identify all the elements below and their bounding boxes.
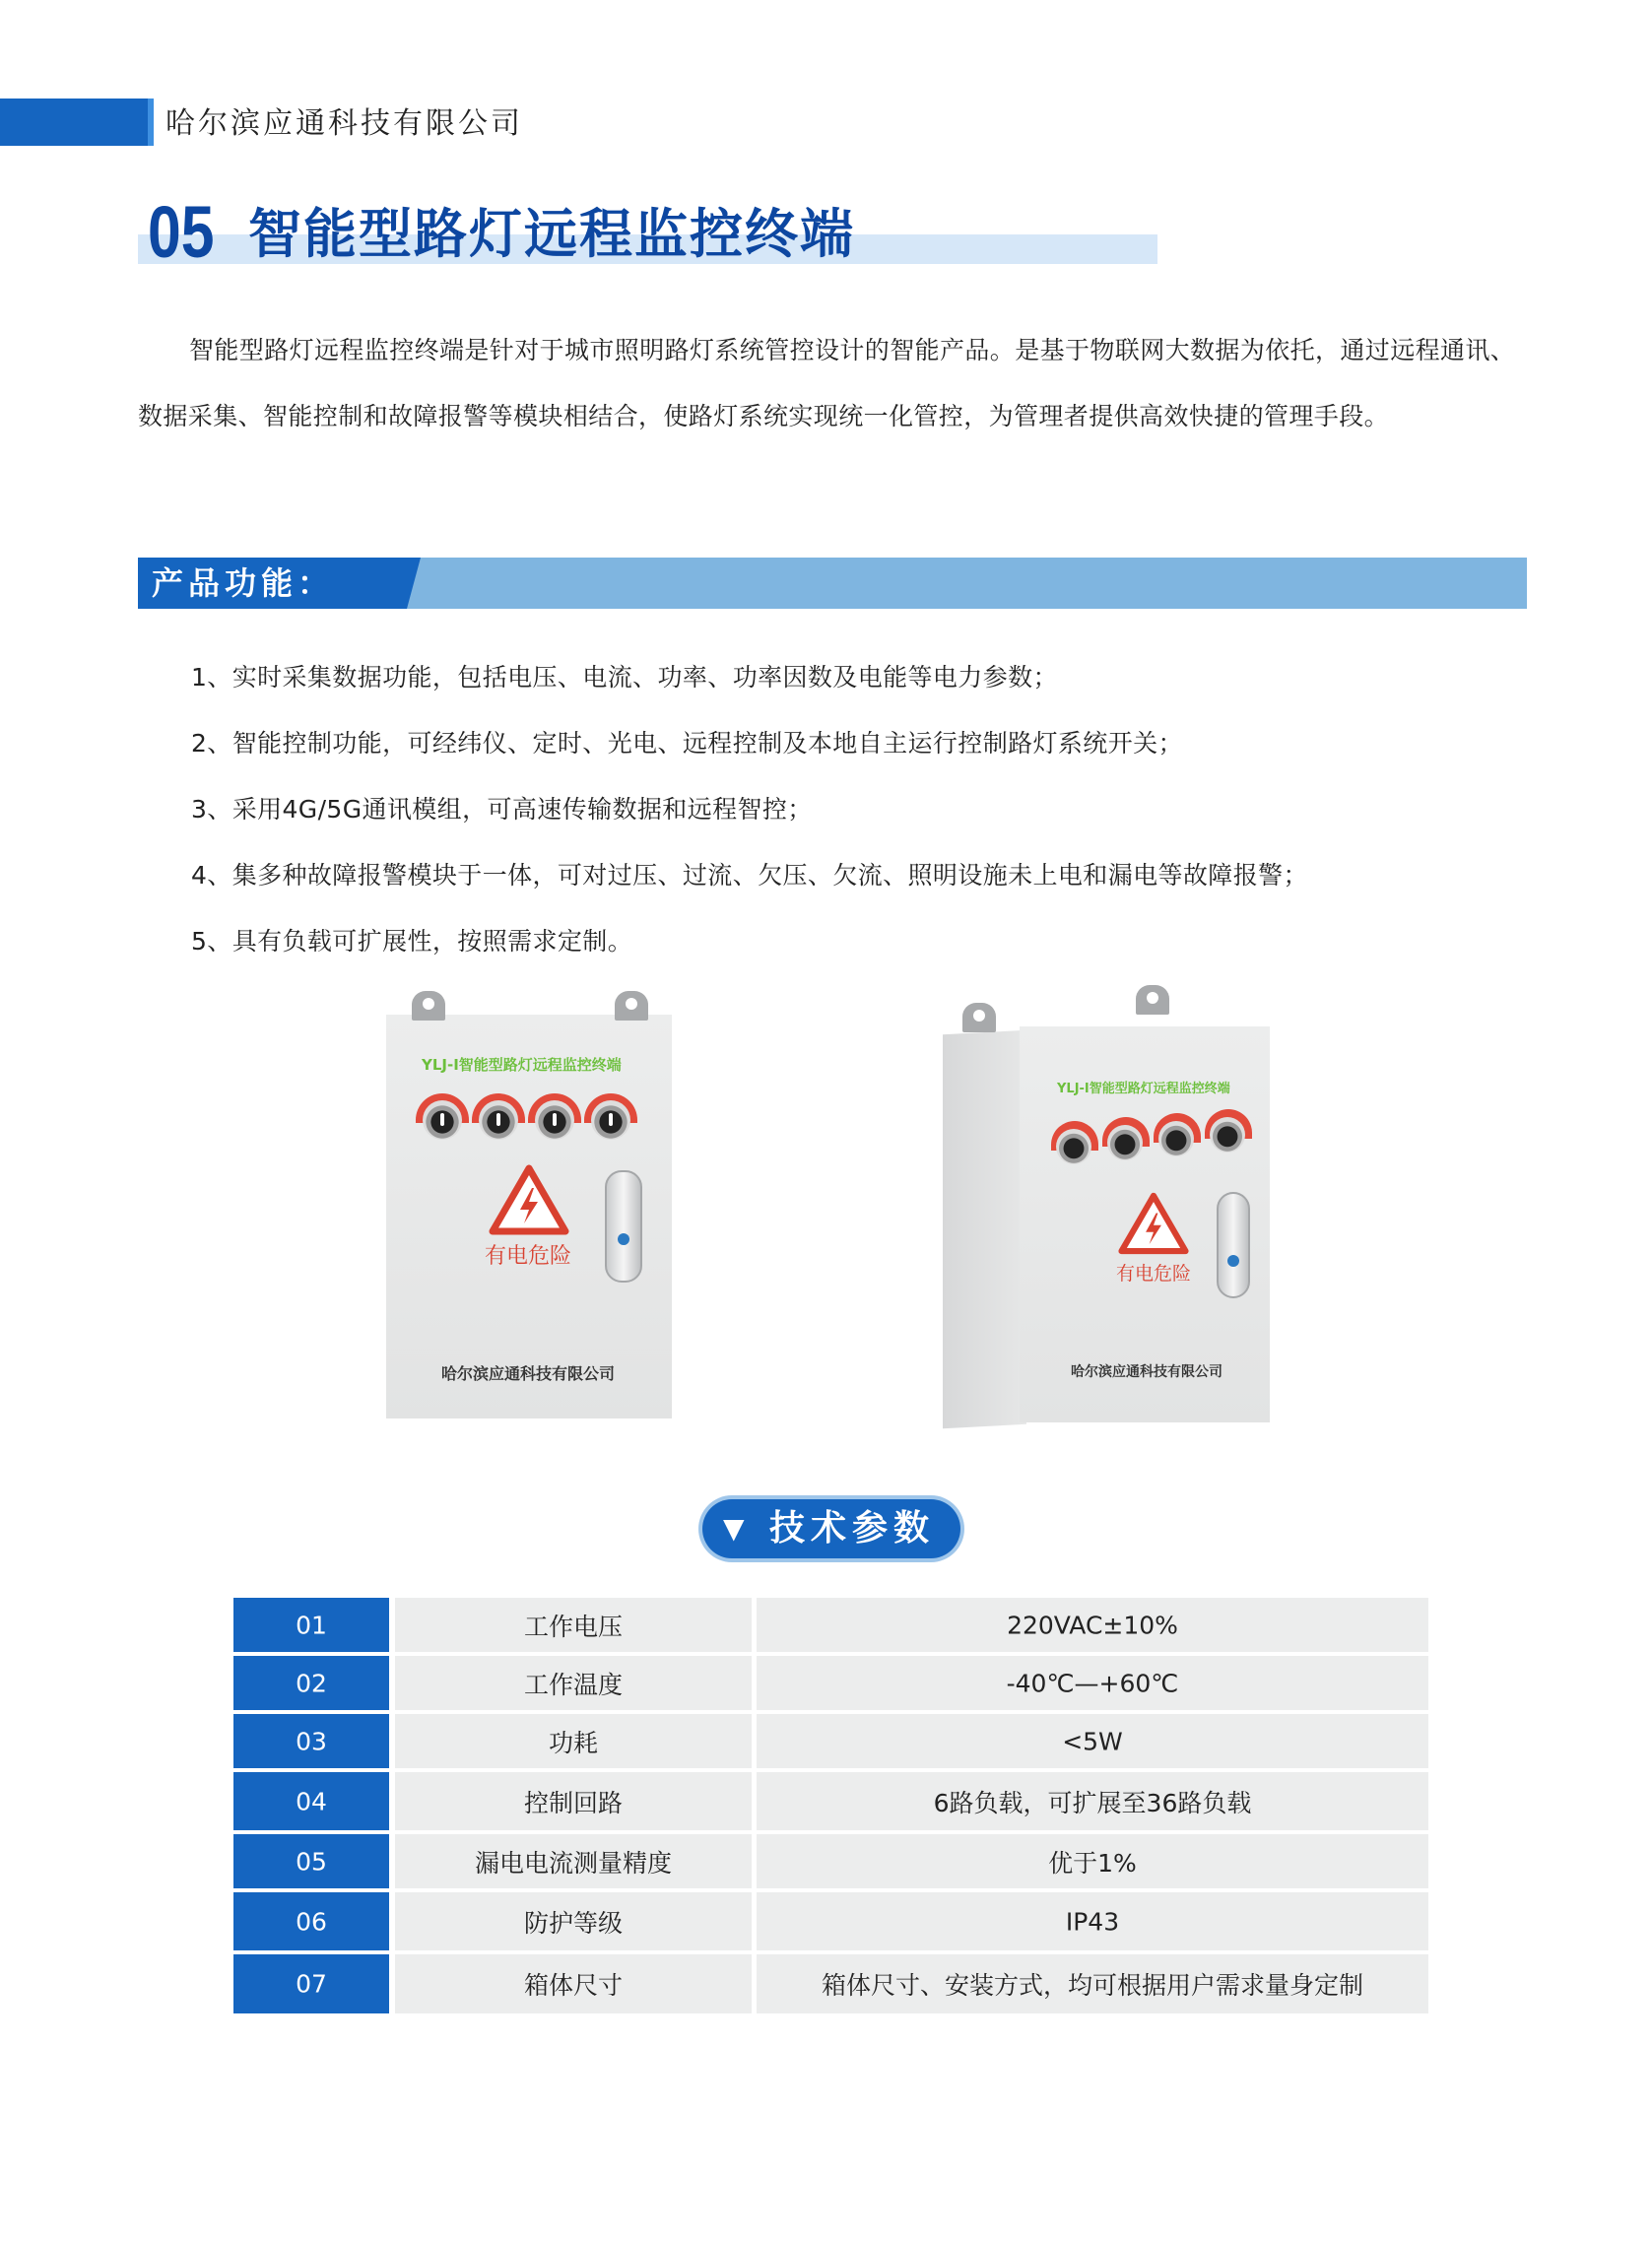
feature-item: 5、具有负载可扩展性，按照需求定制。 xyxy=(191,927,633,956)
table-row xyxy=(233,1598,1428,1652)
high-voltage-warning-icon xyxy=(489,1164,569,1235)
feature-item: 1、实时采集数据功能，包括电压、电流、功率、功率因数及电能等电力参数； xyxy=(191,663,1058,692)
param-value xyxy=(757,1892,1428,1950)
param-value-text: <5W xyxy=(1062,1727,1123,1755)
product-label: YLJ-I智能型路灯远程监控终端 xyxy=(422,1056,622,1074)
mounting-ear xyxy=(962,1003,996,1032)
param-value xyxy=(757,1714,1428,1768)
switch-knob xyxy=(1107,1125,1143,1160)
box-maker-label: 哈尔滨应通科技有限公司 xyxy=(1071,1364,1222,1380)
param-name xyxy=(395,1772,752,1830)
feature-item: 3、采用4G/5G通讯模组，可高速传输数据和远程智控； xyxy=(191,795,813,824)
row-number xyxy=(233,1656,389,1710)
param-value xyxy=(757,1598,1428,1652)
high-voltage-warning-icon xyxy=(1118,1192,1189,1255)
feature-list xyxy=(191,644,1308,974)
param-name-text: 箱体尺寸 xyxy=(523,1971,623,2000)
mounting-ear xyxy=(615,991,648,1021)
row-number-text: 03 xyxy=(296,1727,327,1755)
warning-text: 有电危险 xyxy=(485,1244,572,1269)
row-number xyxy=(233,1834,389,1888)
functions-heading-text: 产品功能： xyxy=(152,564,335,602)
door-latch xyxy=(1217,1192,1250,1298)
feature-item: 4、集多种故障报警模块于一体，可对过压、过流、欠压、欠流、照明设施未上电和漏电等故障报警； xyxy=(191,861,1308,890)
row-number xyxy=(233,1714,389,1768)
param-name-text: 工作温度 xyxy=(523,1670,623,1699)
param-name-text: 功耗 xyxy=(548,1728,598,1757)
product-label: YLJ-I智能型路灯远程监控终端 xyxy=(1057,1082,1230,1096)
param-value xyxy=(757,1954,1428,2013)
param-name-text: 漏电电流测量精度 xyxy=(474,1848,672,1878)
param-value-text: 220VAC±10% xyxy=(1007,1611,1178,1639)
row-number-text: 05 xyxy=(296,1847,327,1876)
box-maker-label: 哈尔滨应通科技有限公司 xyxy=(441,1364,616,1383)
door-latch xyxy=(605,1170,642,1283)
switch-knob xyxy=(591,1100,630,1140)
param-value-text: IP43 xyxy=(1065,1907,1120,1936)
param-name-text: 防护等级 xyxy=(523,1908,623,1938)
param-value xyxy=(757,1772,1428,1830)
param-name xyxy=(395,1834,752,1888)
param-name-text: 工作电压 xyxy=(523,1612,623,1641)
switch-knob xyxy=(1158,1121,1194,1156)
row-number-text: 04 xyxy=(296,1787,327,1815)
param-name-text: 控制回路 xyxy=(523,1788,623,1817)
row-number-text: 07 xyxy=(296,1969,327,1999)
row-number xyxy=(233,1598,389,1652)
intro-paragraph: 智能型路灯远程监控终端是针对于城市照明路灯系统管控设计的智能产品。是基于物联网大数据为依托，通过远程通讯、数据采集、智能控制和故障报警等模块相结合，使路灯系统实现统一化管控，为管理者提供高效快捷的管理手段。 xyxy=(138,336,1516,430)
switch-knob xyxy=(1056,1129,1091,1164)
table-row xyxy=(233,1834,1428,1888)
header-accent-bar xyxy=(0,99,148,146)
param-value-text: 6路负载，可扩展至36路负载 xyxy=(933,1788,1252,1817)
section-number: 05 xyxy=(148,191,215,273)
param-name xyxy=(395,1714,752,1768)
box-side xyxy=(943,1030,1026,1428)
tech-params-heading-text: 技术参数 xyxy=(769,1508,936,1549)
row-number xyxy=(233,1772,389,1830)
row-number xyxy=(233,1892,389,1950)
param-value-text: 优于1% xyxy=(1048,1848,1137,1878)
param-value xyxy=(757,1834,1428,1888)
warning-text: 有电危险 xyxy=(1116,1263,1192,1285)
param-value-text: 箱体尺寸、安装方式，均可根据用户需求量身定制 xyxy=(821,1971,1363,2000)
table-row xyxy=(233,1892,1428,1950)
row-number xyxy=(233,1954,389,2013)
table-row xyxy=(233,1714,1428,1768)
product-image-front xyxy=(386,1015,672,1418)
row-number-text: 06 xyxy=(296,1907,327,1936)
param-name xyxy=(395,1954,752,2013)
param-value xyxy=(757,1656,1428,1710)
mounting-ear xyxy=(412,991,445,1021)
table-row xyxy=(233,1656,1428,1710)
page-title: 智能型路灯远程监控终端 xyxy=(248,203,855,265)
param-name xyxy=(395,1598,752,1652)
param-value-text: -40℃—+60℃ xyxy=(1006,1669,1179,1697)
mounting-ear xyxy=(1136,985,1169,1015)
param-name xyxy=(395,1892,752,1950)
box-front xyxy=(1020,1026,1270,1422)
switch-knob xyxy=(479,1100,518,1140)
functions-heading xyxy=(138,558,407,609)
tech-params-heading xyxy=(702,1499,960,1558)
triangle-down-icon: ▼ xyxy=(723,1512,745,1545)
company-name: 哈尔滨应通科技有限公司 xyxy=(165,106,523,141)
param-name xyxy=(395,1656,752,1710)
switch-knob xyxy=(1210,1117,1245,1153)
row-number-text: 01 xyxy=(296,1611,327,1639)
row-number-text: 02 xyxy=(296,1669,327,1697)
table-row xyxy=(233,1772,1428,1830)
switch-knob xyxy=(423,1100,462,1140)
switch-knob xyxy=(535,1100,574,1140)
table-row xyxy=(233,1954,1428,2013)
feature-item: 2、智能控制功能，可经纬仪、定时、光电、远程控制及本地自主运行控制路灯系统开关； xyxy=(191,729,1183,758)
